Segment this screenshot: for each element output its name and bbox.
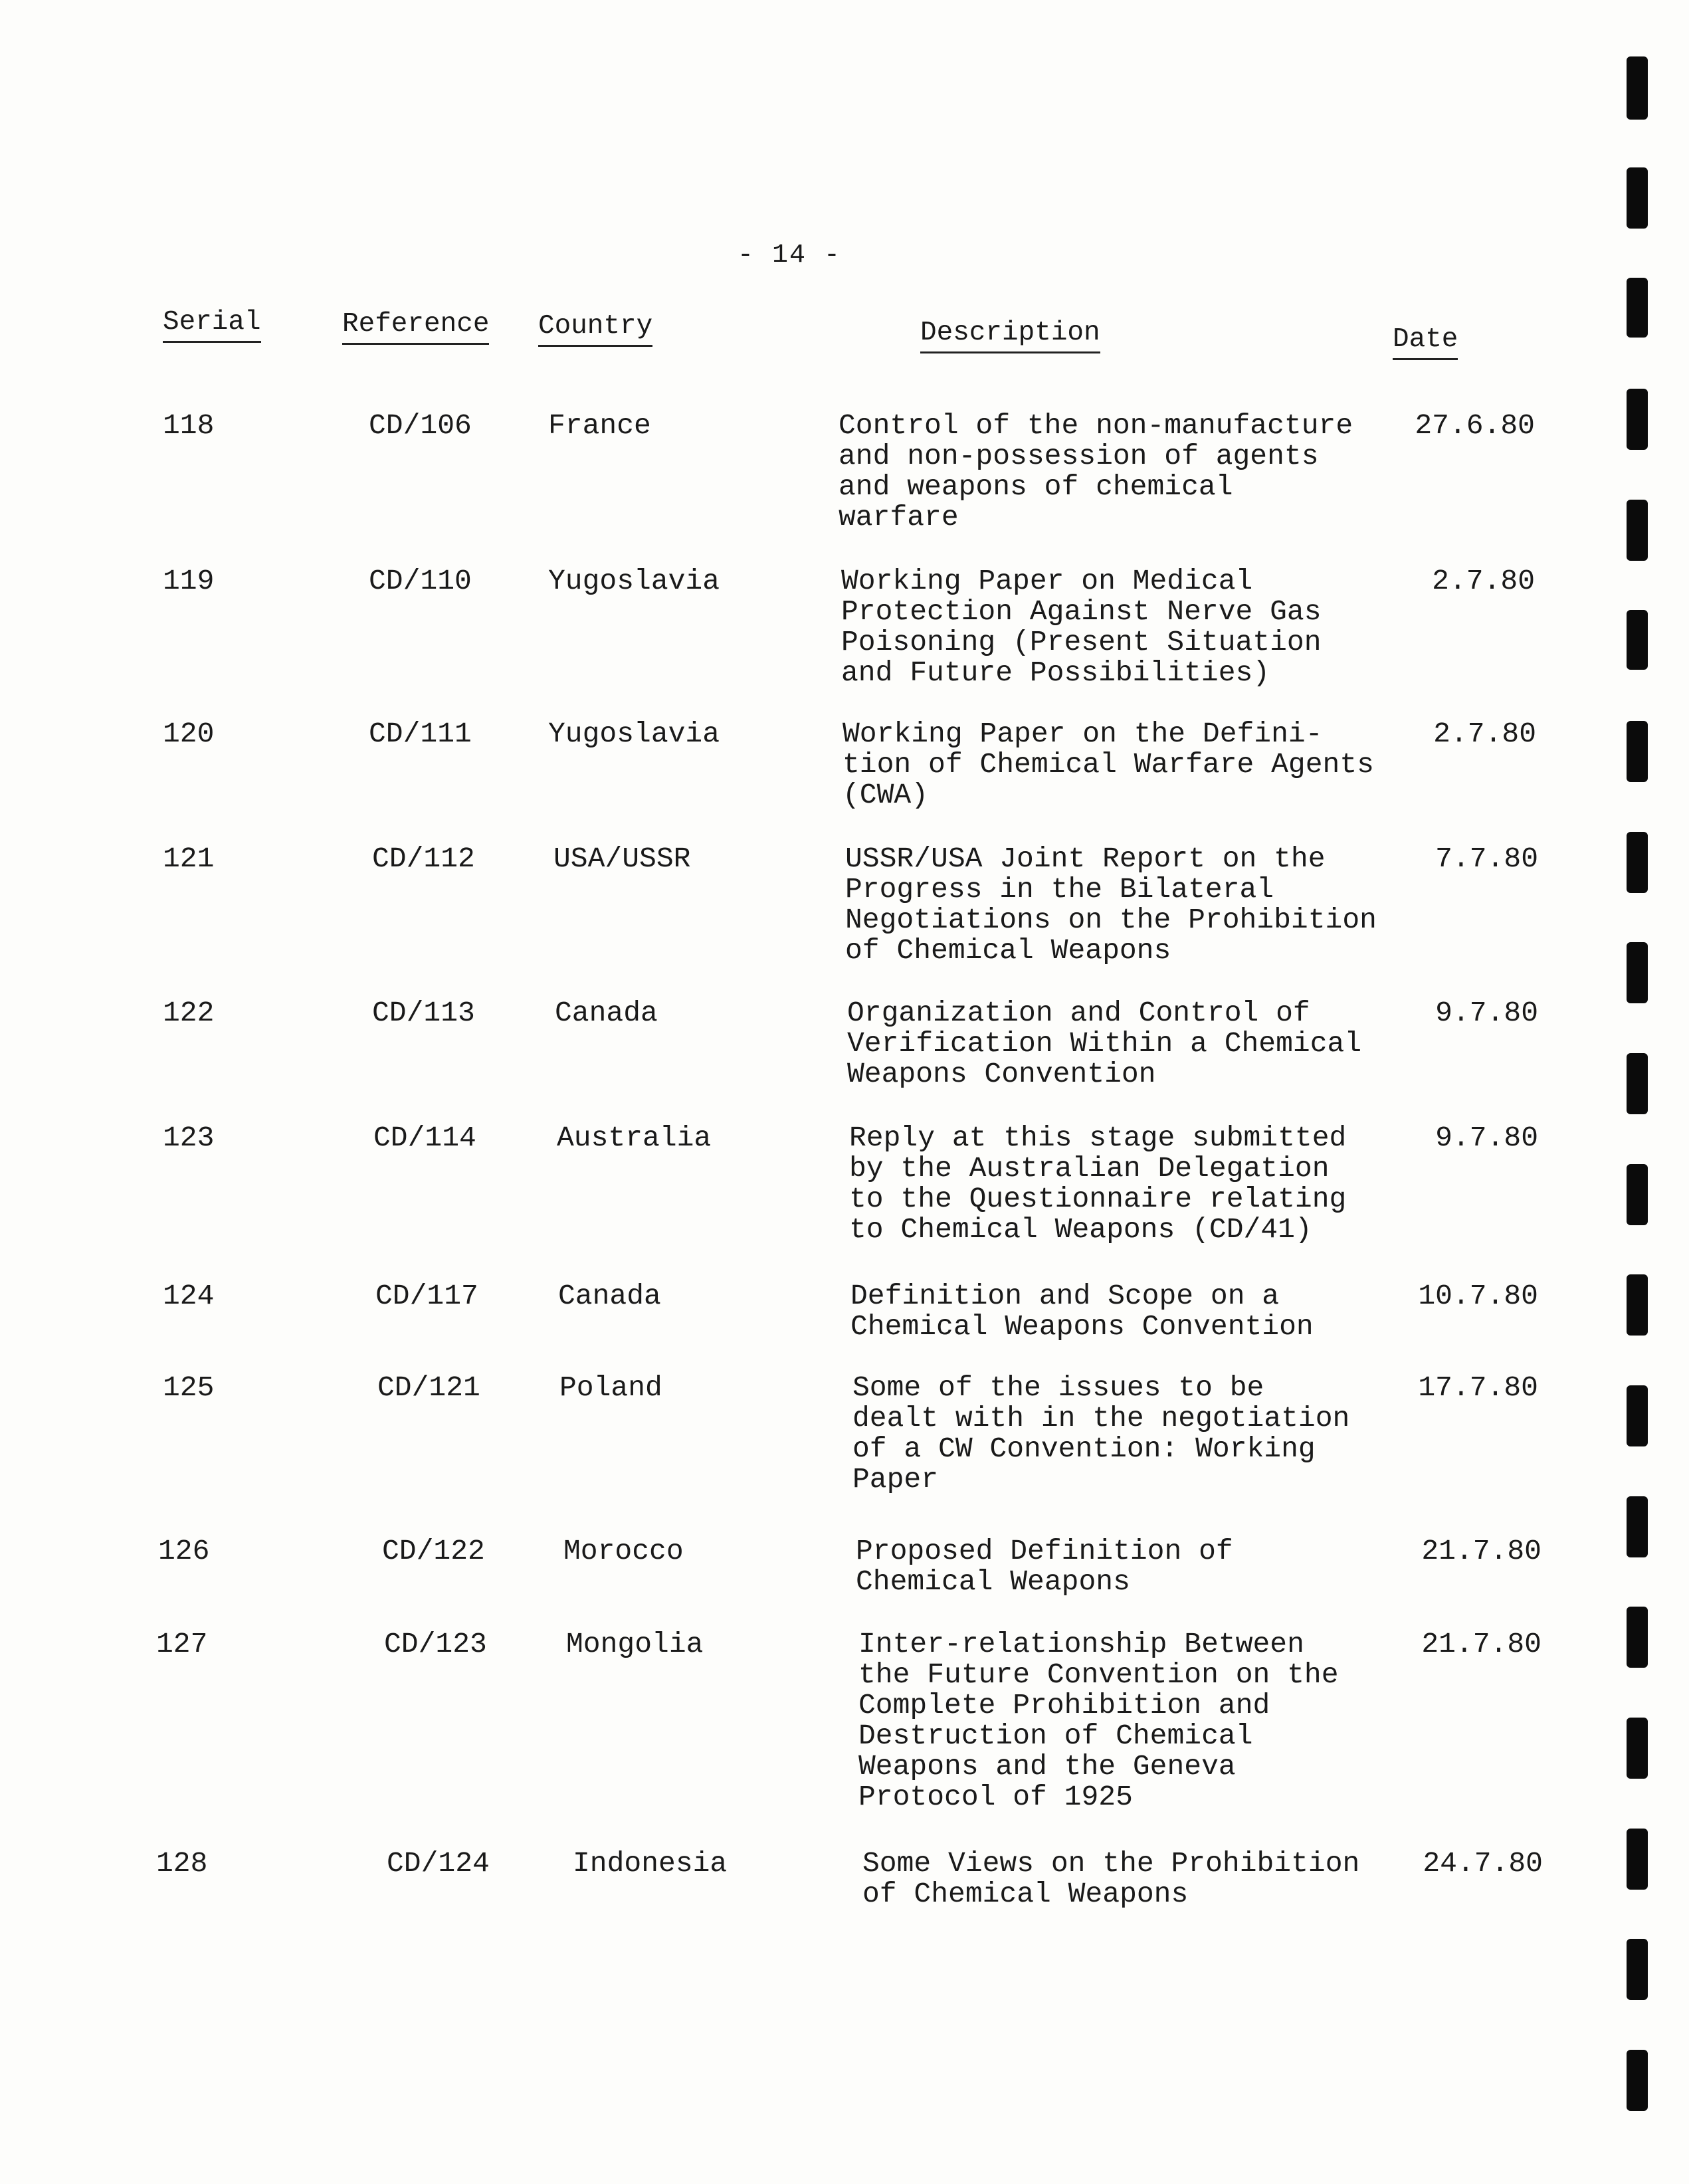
- date-cell: 21.7.80: [1421, 1535, 1541, 1567]
- serial-cell: 121: [163, 843, 215, 875]
- description-cell: Inter-relationship Between the Future Convention on the Complete Prohibition and Destruction of Chemical Weapons and the Geneva Protocol of 1925: [858, 1628, 1339, 1813]
- country-cell: Yugoslavia: [548, 565, 720, 597]
- reference-cell: CD/111: [369, 718, 472, 750]
- reference-cell: CD/113: [372, 997, 475, 1029]
- binder-mark: [1627, 1053, 1648, 1114]
- date-cell: 7.7.80: [1435, 843, 1538, 875]
- binder-mark: [1627, 1496, 1648, 1557]
- serial-cell: 128: [156, 1847, 208, 1880]
- reference-cell: CD/112: [372, 843, 475, 875]
- header-date: Date: [1393, 324, 1458, 360]
- country-cell: Canada: [558, 1280, 661, 1312]
- reference-cell: CD/117: [375, 1280, 478, 1312]
- date-cell: 24.7.80: [1423, 1847, 1543, 1880]
- serial-cell: 120: [163, 718, 215, 750]
- date-cell: 10.7.80: [1418, 1280, 1538, 1312]
- binder-mark: [1627, 1607, 1648, 1668]
- header-serial: Serial: [163, 307, 261, 343]
- reference-cell: CD/106: [369, 409, 472, 442]
- header-reference: Reference: [342, 309, 489, 345]
- date-cell: 21.7.80: [1421, 1628, 1541, 1660]
- date-cell: 17.7.80: [1418, 1371, 1538, 1404]
- country-cell: USA/USSR: [553, 843, 691, 875]
- binder-mark: [1627, 1385, 1648, 1446]
- binder-mark: [1627, 56, 1648, 120]
- description-cell: Definition and Scope on a Chemical Weapons Convention: [850, 1280, 1314, 1343]
- country-cell: Mongolia: [566, 1628, 704, 1660]
- serial-cell: 127: [156, 1628, 208, 1660]
- page-number: - 14 -: [738, 241, 842, 270]
- binder-mark: [1627, 167, 1648, 229]
- date-cell: 2.7.80: [1432, 565, 1535, 597]
- reference-cell: CD/121: [377, 1371, 480, 1404]
- date-cell: 9.7.80: [1435, 1122, 1538, 1154]
- serial-cell: 122: [163, 997, 215, 1029]
- binder-mark: [1627, 610, 1648, 670]
- serial-cell: 123: [163, 1122, 215, 1154]
- country-cell: Morocco: [563, 1535, 684, 1567]
- date-cell: 9.7.80: [1435, 997, 1538, 1029]
- binder-mark: [1627, 1829, 1648, 1890]
- description-cell: Reply at this stage submitted by the Australian Delegation to the Questionnaire relating to Chemical Weapons (CD/41): [849, 1122, 1347, 1246]
- binder-mark: [1627, 278, 1648, 338]
- serial-cell: 118: [163, 409, 215, 442]
- serial-cell: 125: [163, 1371, 215, 1404]
- reference-cell: CD/124: [387, 1847, 490, 1880]
- header-description: Description: [920, 318, 1100, 353]
- description-cell: Working Paper on Medical Protection Against Nerve Gas Poisoning (Present Situation and Future Possibilities): [841, 565, 1322, 689]
- reference-cell: CD/123: [384, 1628, 487, 1660]
- binder-mark: [1627, 1939, 1648, 2000]
- binder-mark: [1627, 721, 1648, 782]
- binder-mark: [1627, 500, 1648, 561]
- country-cell: Australia: [557, 1122, 712, 1154]
- binder-mark: [1627, 389, 1648, 450]
- serial-cell: 126: [158, 1535, 210, 1567]
- binder-mark: [1627, 942, 1648, 1003]
- binder-mark: [1627, 832, 1648, 893]
- header-country: Country: [538, 311, 652, 347]
- country-cell: Canada: [555, 997, 658, 1029]
- description-cell: Some of the issues to be dealt with in the negotiation of a CW Convention: Working Paper: [852, 1371, 1350, 1496]
- reference-cell: CD/122: [382, 1535, 485, 1567]
- description-cell: USSR/USA Joint Report on the Progress in the Bilateral Negotiations on the Prohibition of Chemical Weapons: [845, 843, 1377, 967]
- date-cell: 27.6.80: [1415, 409, 1535, 442]
- reference-cell: CD/110: [369, 565, 472, 597]
- serial-cell: 119: [163, 565, 215, 597]
- description-cell: Control of the non-manufacture and non-possession of agents and weapons of chemical warfare: [839, 409, 1353, 534]
- description-cell: Some Views on the Prohibition of Chemical Weapons: [862, 1847, 1360, 1910]
- binder-mark: [1627, 1274, 1648, 1336]
- binder-mark: [1627, 1718, 1648, 1779]
- binder-mark: [1627, 1164, 1648, 1225]
- reference-cell: CD/114: [373, 1122, 476, 1154]
- country-cell: France: [548, 409, 651, 442]
- description-cell: Organization and Control of Verification Within a Chemical Weapons Convention: [847, 997, 1362, 1090]
- description-cell: Working Paper on the Defini- tion of Chemical Warfare Agents (CWA): [843, 718, 1374, 811]
- country-cell: Indonesia: [573, 1847, 728, 1880]
- binder-mark: [1627, 2050, 1648, 2111]
- date-cell: 2.7.80: [1433, 718, 1536, 750]
- description-cell: Proposed Definition of Chemical Weapons: [856, 1535, 1233, 1598]
- serial-cell: 124: [163, 1280, 215, 1312]
- country-cell: Poland: [559, 1371, 662, 1404]
- country-cell: Yugoslavia: [548, 718, 720, 750]
